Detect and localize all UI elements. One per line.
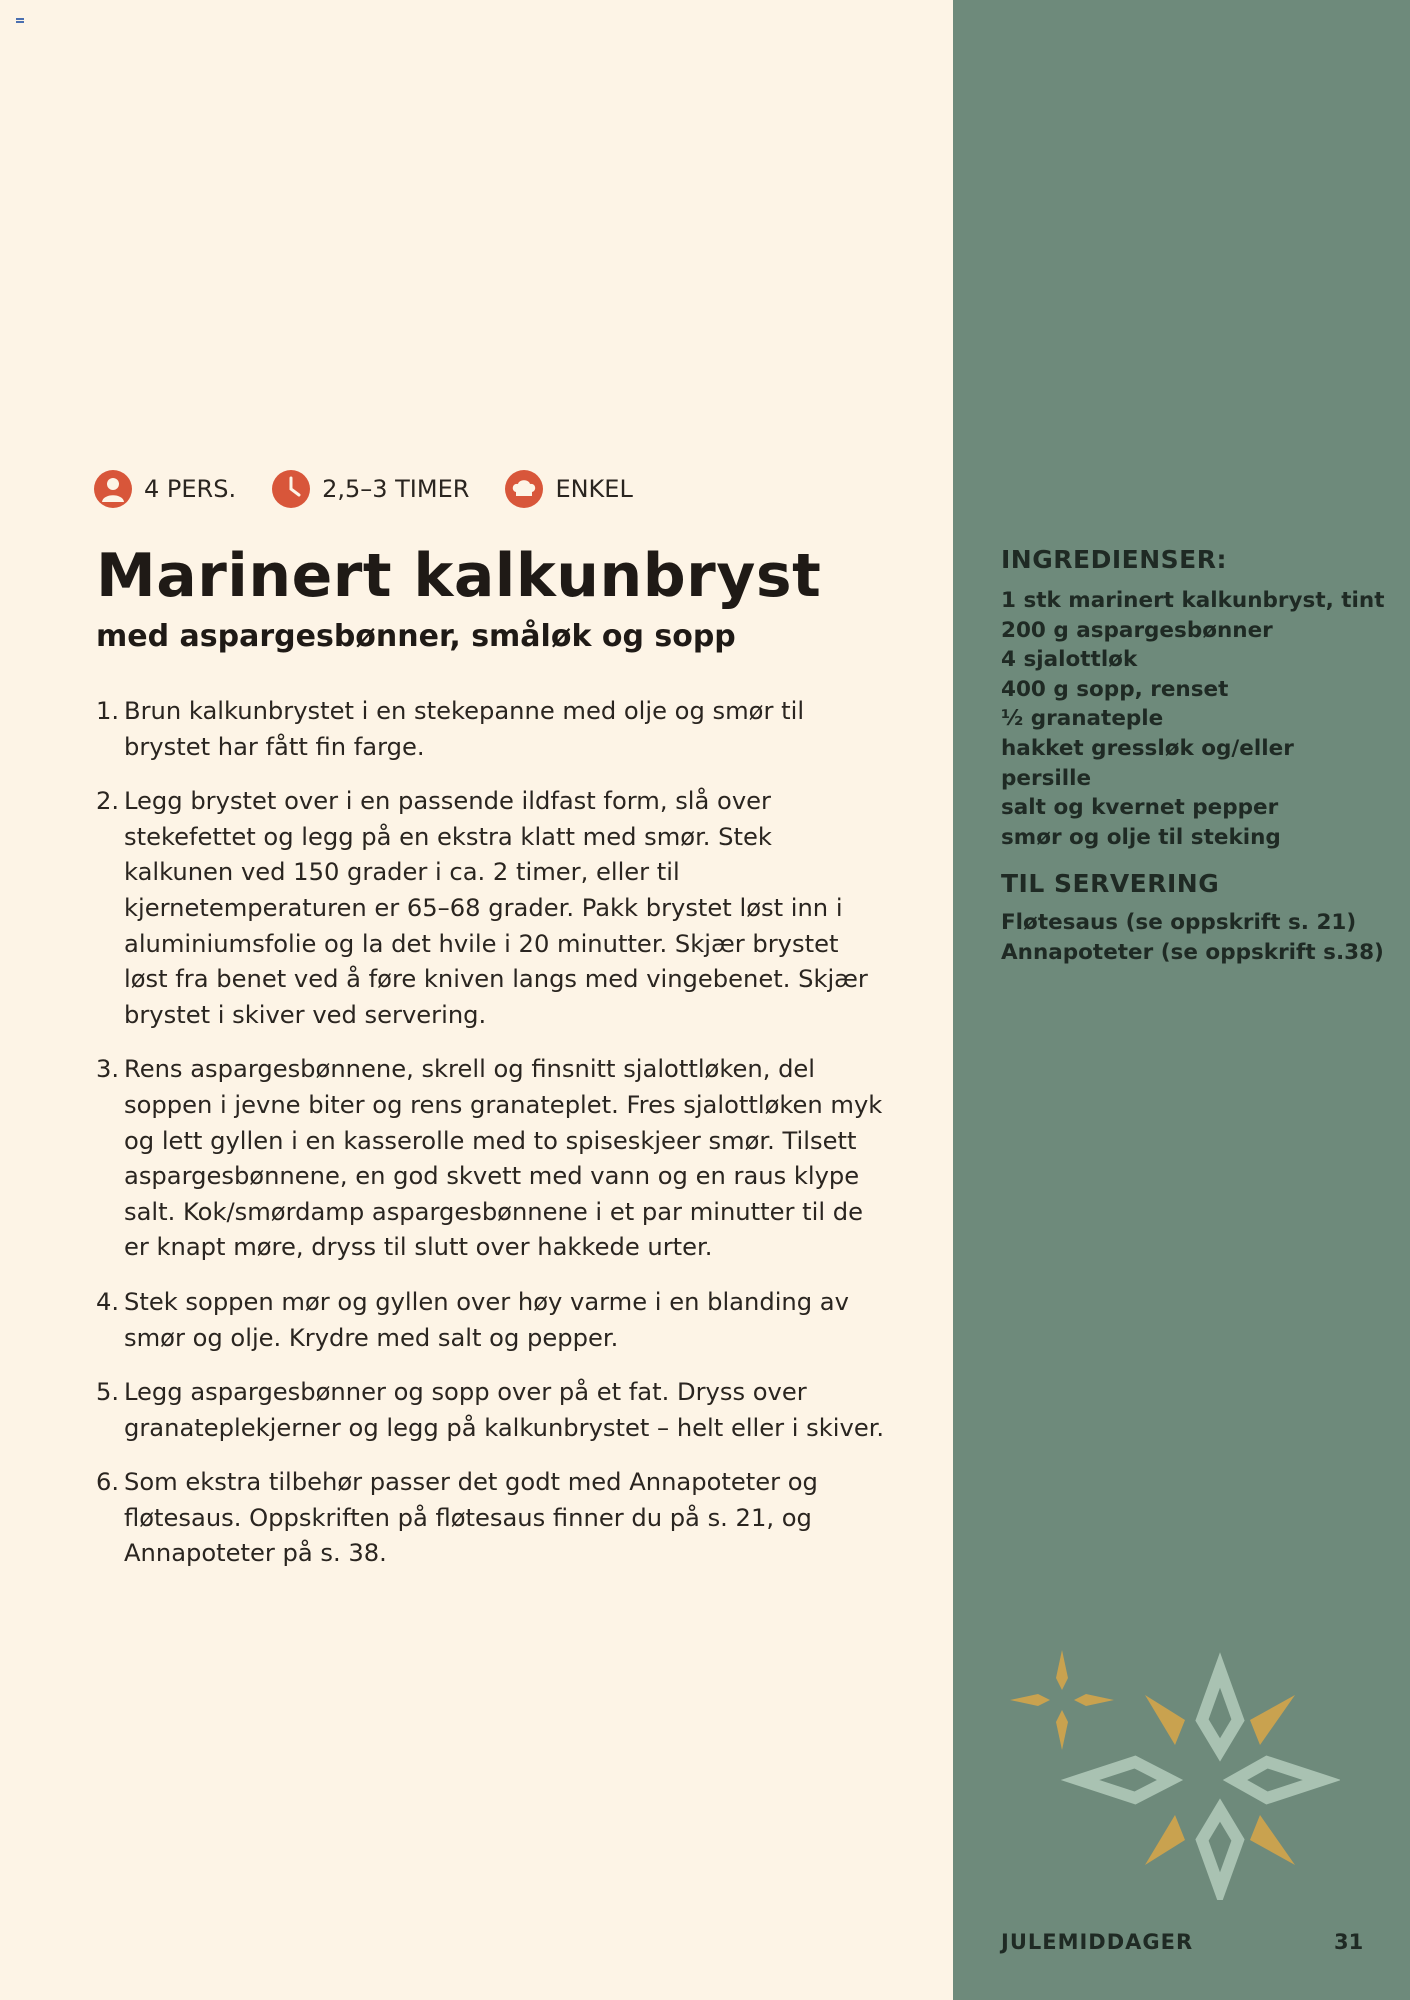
step-item bbox=[96, 1285, 886, 1356]
serving-heading: TIL SERVERING bbox=[1001, 869, 1220, 899]
ingredient-item: ½ granateple bbox=[1001, 706, 1164, 732]
step-text: Rens aspargesbønnene, skrell og finsnitt sjalottløken, del soppen i jevne biter og rens granateplet. Fres sjalottløken myk og lett gyllen i en kasserolle med to spiseskjeer smør. Tilsett aspargesbønnene, en god skvett med vann og en raus klype salt. Kok/smørdamp aspargesbønnene i et par minutter til de er knapt møre, dryss til slutt over hakkede urter. bbox=[124, 1055, 883, 1262]
step-item bbox=[96, 1375, 886, 1446]
step-item bbox=[96, 694, 886, 765]
page-number: 31 bbox=[1334, 1930, 1364, 1954]
serving-item: Fløtesaus (se oppskrift s. 21) bbox=[1001, 910, 1357, 936]
servings-text: 4 PERS. bbox=[144, 475, 237, 503]
star-decoration-icon bbox=[1010, 1650, 1340, 1900]
ingredient-item: hakket gressløk og/eller bbox=[1001, 735, 1294, 761]
step-number: 2. bbox=[96, 787, 120, 816]
recipe-title: Marinert kalkunbryst bbox=[96, 541, 822, 611]
ingredient-item: smør og olje til steking bbox=[1001, 824, 1281, 850]
difficulty-meta bbox=[505, 470, 632, 508]
time-text: 2,5–3 TIMER bbox=[322, 475, 470, 503]
recipe-subtitle: med aspargesbønner, småløk og sopp bbox=[96, 619, 736, 654]
serving-item: Annapoteter (se oppskrift s.38) bbox=[1001, 939, 1384, 965]
step-number: 1. bbox=[96, 697, 120, 725]
ingredients-heading: INGREDIENSER: bbox=[1001, 545, 1227, 574]
step-number: 4. bbox=[96, 1287, 120, 1316]
step-text: Som ekstra tilbehør passer det godt med Annapoteter og fløtesaus. Oppskriften på fløtesaus finner du på s. 21, og Annapoteter på s. 38. bbox=[124, 1468, 818, 1568]
section-label: JULEMIDDAGER bbox=[1001, 1930, 1194, 1954]
small-gold-star-icon bbox=[1010, 1650, 1114, 1750]
ingredient-item: salt og kvernet pepper bbox=[1001, 795, 1279, 821]
step-item bbox=[96, 1465, 886, 1572]
person-icon bbox=[94, 470, 132, 508]
difficulty-text: ENKEL bbox=[555, 475, 633, 503]
step-text: Legg aspargesbønner og sopp over på et fat. Dryss over granateplekjerner og legg på kalkunbrystet – helt eller i skiver. bbox=[124, 1378, 885, 1442]
serving-list bbox=[1001, 908, 1384, 967]
step-text: Brun kalkunbrystet i en stekepanne med olje og smør til brystet har fått fin farge. bbox=[124, 697, 805, 761]
step-item bbox=[96, 1052, 886, 1266]
ingredients-list bbox=[1001, 586, 1385, 852]
ingredient-item: 400 g sopp, renset bbox=[1001, 676, 1229, 702]
recipe-steps bbox=[96, 694, 886, 1591]
ingredient-item: persille bbox=[1001, 765, 1092, 791]
ingredient-item: 4 sjalottløk bbox=[1001, 647, 1138, 673]
time-meta bbox=[272, 470, 469, 508]
recipe-meta-row bbox=[94, 470, 633, 508]
corner-mark bbox=[16, 18, 24, 24]
step-number: 6. bbox=[96, 1468, 120, 1497]
step-number: 3. bbox=[96, 1055, 120, 1084]
servings-meta bbox=[94, 470, 236, 508]
ingredients-block bbox=[1001, 542, 1385, 968]
step-item bbox=[96, 784, 886, 1033]
chef-hat-icon bbox=[505, 470, 543, 508]
ingredient-item: 1 stk marinert kalkunbryst, tint bbox=[1001, 588, 1385, 613]
step-number: 5. bbox=[96, 1378, 120, 1407]
step-text: Legg brystet over i en passende ildfast form, slå over stekefettet og legg på en ekstra klatt med smør. Stek kalkunen ved 150 grader i ca. 2 timer, eller til kjernetemperaturen er 65–68 grader. Pakk brystet løst inn i aluminiumsfolie og la det hvile i 20 minutter. Skjær brystet løst fra benet ved å føre kniven langs med vingebenet. Skjær brystet i skiver ved servering. bbox=[124, 787, 868, 1029]
step-text: Stek soppen mør og gyllen over høy varme i en blanding av smør og olje. Krydre med salt og pepper. bbox=[124, 1287, 849, 1352]
clock-icon bbox=[272, 470, 310, 508]
ingredient-item: 200 g aspargesbønner bbox=[1001, 617, 1273, 643]
